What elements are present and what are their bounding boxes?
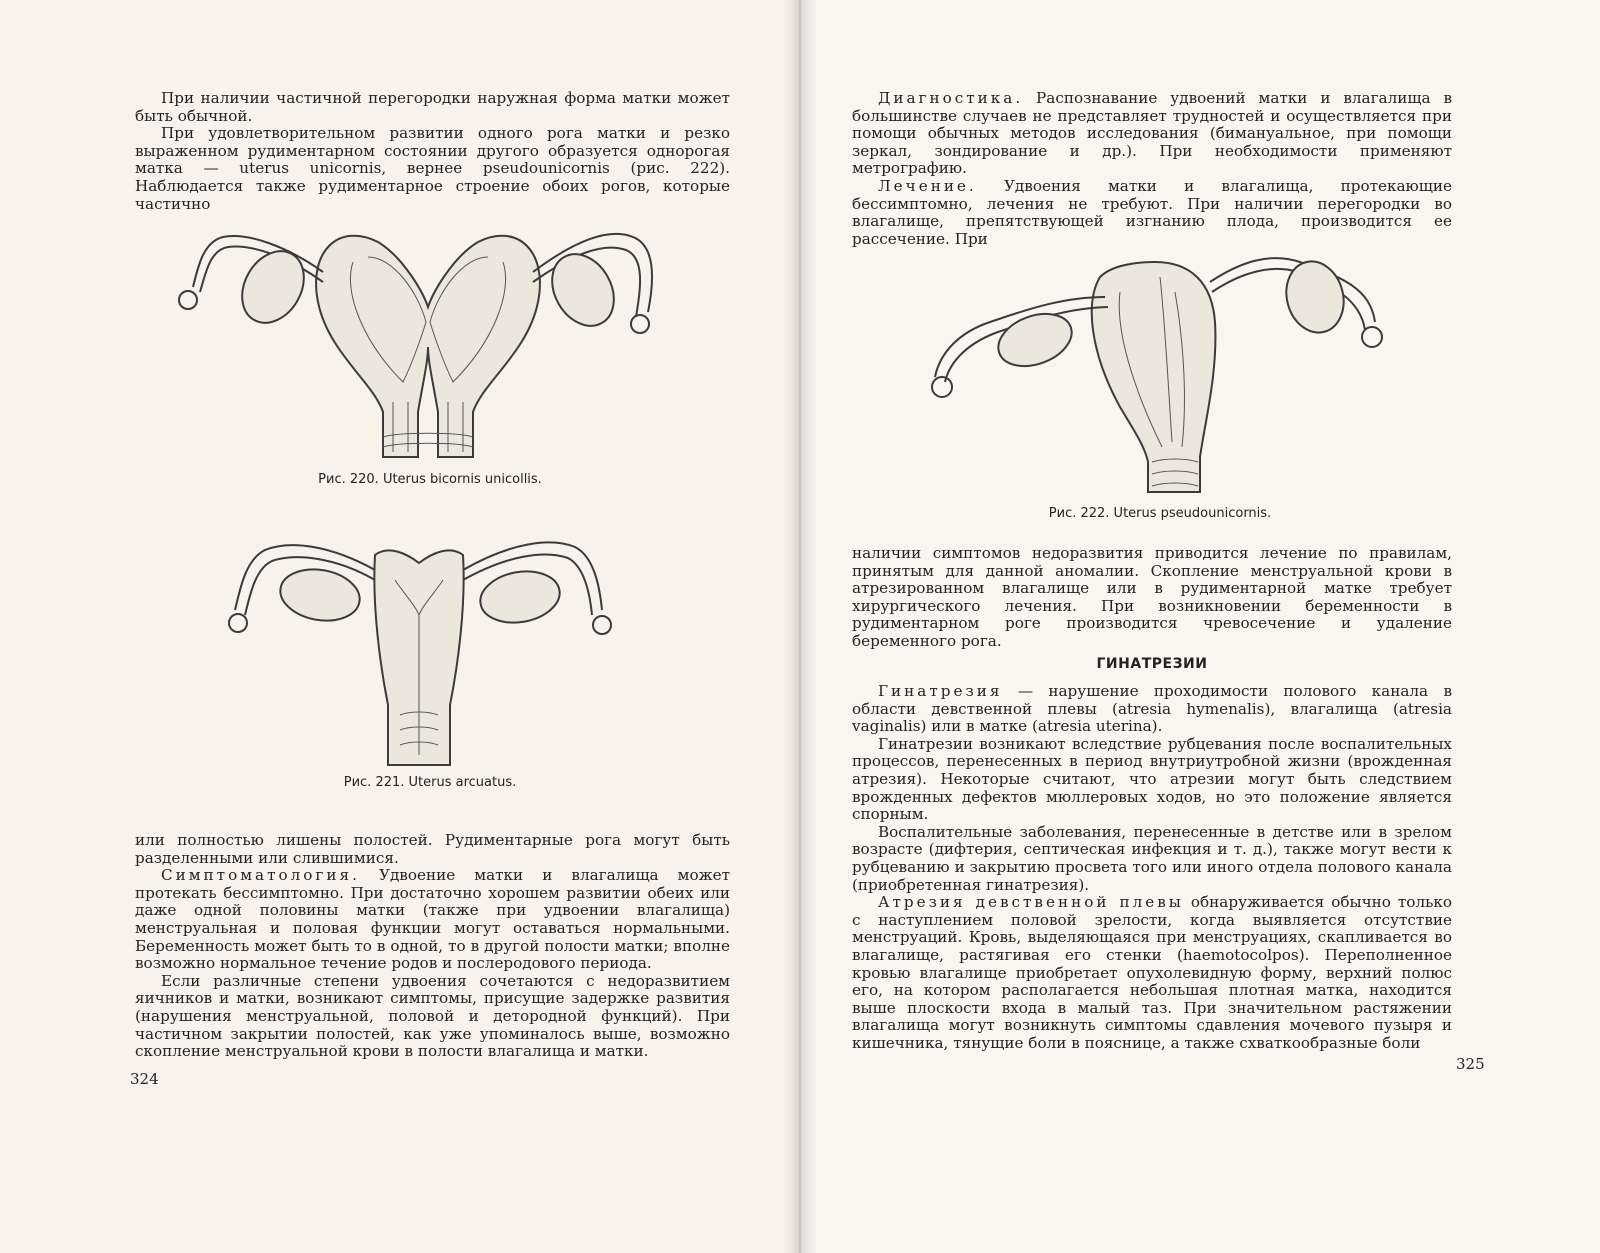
figure-222-uterus-pseudounicornis-illustration — [920, 242, 1400, 502]
left-top-text — [135, 90, 730, 213]
right-paragraph-5: Гинатрезии возникают вследствие рубцевания после воспалительных процессов, перенесенных в период внутриутробной жизни (врожденная атрезия). Некоторые считают, что атрезии могут быть следствием врожденных дефектов мюллеровых ходов, но это положение является спорным. — [852, 734, 1452, 824]
left-paragraph-5: Если различные степени удвоения сочетаются с недоразвитием яичников и матки, возникают симптомы, присущие задержке развития (нарушения менструальной, половой и детородной функций). При частичном закрытии полостей, как уже упоминалось выше, возможно скопление менструальной крови в полости влагалища и матки. — [135, 971, 730, 1061]
right-paragraph-4 — [852, 683, 1452, 736]
figure-220-caption: Рис. 220. Uterus bicornis unicollis. — [318, 472, 542, 487]
left-bottom-text — [135, 832, 730, 1061]
figure-220-uterus-bicornis-illustration — [178, 212, 678, 472]
book-gutter — [783, 0, 817, 1253]
figure-221-caption: Рис. 221. Uterus arcuatus. — [343, 775, 517, 790]
hymen-atresia-lead: Атрезия девственной плевы — [878, 893, 1184, 912]
left-paragraph-1: При наличии частичной перегородки наружная форма матки может быть обычной. — [135, 89, 730, 125]
left-paragraph-3: или полностью лишены полостей. Рудиментарные рога могут быть разделенными или слившимися. — [135, 831, 730, 867]
symptomatology-lead: Симптоматология. — [161, 866, 360, 885]
right-paragraph-2 — [852, 178, 1452, 248]
hymen-atresia-body: обнаруживается обычно только с наступлением половой зрелости, когда выявляется отсутствие менструаций. Кровь, выделяющаяся при менструациях, скапливается во влагалище, растягивая его стенки (haemotocolpos). Переполненное кровью влагалище приобретает опухолевидную форму, верхний полюс его, на котором располагается небольшая плотная матка, находится выше плоскости входа в малый таз. При значительном растяжении влагалища могут возникнуть симптомы сдавления мочевого пузыря и кишечника, тянущие боли в пояснице, а также схваткообразные боли — [852, 893, 1452, 1052]
right-paragraph-7 — [852, 894, 1452, 1052]
diagnostics-lead: Диагностика. — [878, 89, 1024, 107]
gynatresia-lead: Гинатрезия — [878, 682, 1003, 700]
right-top-text — [852, 90, 1452, 248]
gynatresia-body: — нарушение проходимости полового канала в области девственной плевы (atresia hymenalis), влагалища (atresia vaginalis) или в матке (atresia uterina). — [852, 682, 1452, 736]
right-paragraph-3: наличии симптомов недоразвития приводится лечение по правилам, принятым для данной аномалии. Скопление менструальной крови в атрезированном влагалище или в рудиментарной матке требует хирургического лечения. При возникновении беременности в рудиментарном роге производится чревосечение и удаление беременного рога. — [852, 544, 1452, 650]
left-paragraph-4 — [135, 867, 730, 973]
page-number-left: 324 — [130, 1070, 159, 1088]
section-heading-gynatresia: ГИНАТРЕЗИИ — [1096, 656, 1208, 672]
diagnostics-body: Распознавание удвоений матки и влагалища в большинстве случаев не представляет трудностей и осуществляется при помощи обычных методов исследования (бимануальное, при помощи зеркал, зондирование и др.). При необходимости применяют метрографию. — [852, 89, 1452, 178]
figure-221-uterus-arcuatus-illustration — [210, 525, 630, 775]
right-page — [800, 0, 1600, 1253]
left-paragraph-2: При удовлетворительном развитии одного рога матки и резко выраженном рудиментарном состоянии другого образуется однорогая матка — uterus unicornis, вернее pseudounicornis (рис. 222). Наблюдается также рудиментарное строение обоих рогов, которые частично — [135, 124, 730, 213]
figure-222-caption: Рис. 222. Uterus pseudounicornis. — [1048, 506, 1272, 521]
right-paragraph-6: Воспалительные заболевания, перенесенные в детстве или в зрелом возрасте (дифтерия, септическая инфекция и т. д.), также могут вести к рубцеванию и закрытию просвета того или иного отдела полового канала (приобретенная гинатрезия). — [852, 822, 1452, 894]
page-number-right: 325 — [1456, 1055, 1485, 1073]
treatment-body: Удвоения матки и влагалища, протекающие бессимптомно, лечения не требуют. При наличии перегородки во влагалище, препятствующей изгнанию плода, производится ее рассечение. При — [852, 176, 1452, 248]
symptomatology-body: Удвоение матки и влагалища может протекать бессимптомно. При достаточно хорошем развитии обеих или даже одной половины матки (также при удвоении влагалища) менструальная и половая функции могут оставаться нормальными. Беременность может быть то в одной, то в другой полости матки; вполне возможно нормальное течение родов и послеродового периода. — [135, 866, 730, 973]
right-middle-text — [852, 545, 1452, 651]
right-paragraph-1 — [852, 90, 1452, 178]
treatment-lead: Лечение. — [878, 176, 977, 195]
right-bottom-text — [852, 683, 1452, 1052]
